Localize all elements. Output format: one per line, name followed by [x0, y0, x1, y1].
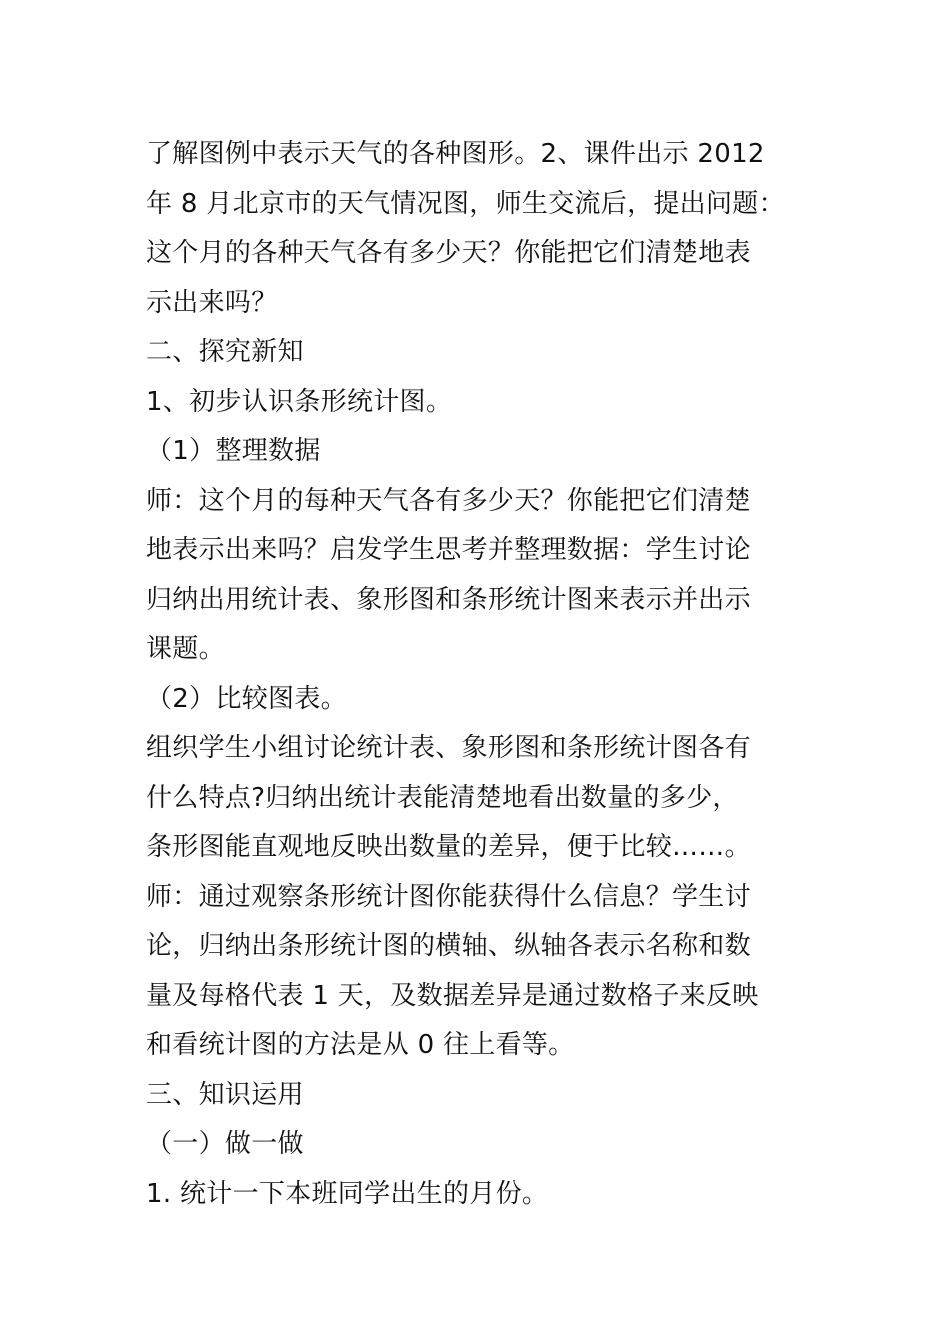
subsection-heading: （一）做一做: [146, 1129, 304, 1159]
paragraph-line: 年 8 月北京市的天气情况图，师生交流后，提出问题：: [146, 188, 785, 219]
paragraph-line: 这个月的各种天气各有多少天？你能把它们清楚地表: [146, 238, 751, 268]
section-heading: 三、知识运用: [146, 1079, 304, 1110]
paragraph-line: 归纳出用统计表、象形图和条形统计图来表示并出示: [146, 584, 751, 615]
paragraph-line: 条形图能直观地反映出数量的差异，便于比较……。: [146, 832, 751, 862]
paragraph-line: 什么特点?归纳出统计表能清楚地看出数量的多少，: [146, 782, 739, 813]
paragraph-line: 课题。: [146, 634, 225, 664]
paragraph-line: 和看统计图的方法是从 0 往上看等。: [146, 1030, 575, 1060]
section-heading: 二、探究新知: [146, 337, 304, 367]
step-heading: （1）整理数据: [146, 436, 321, 466]
step-heading: （2）比较图表。: [146, 683, 347, 714]
paragraph-line: 量及每格代表 1 天，及数据差异是通过数格子来反映: [146, 980, 759, 1011]
document-body: [146, 130, 826, 1219]
paragraph-line: 论，归纳出条形统计图的横轴、纵轴各表示名称和数: [146, 931, 751, 961]
paragraph-line: 师：通过观察条形统计图你能获得什么信息？学生讨: [146, 881, 751, 912]
subsection-heading: 1、初步认识条形统计图。: [146, 386, 453, 417]
list-item: 1. 统计一下本班同学出生的月份。: [146, 1178, 549, 1209]
paragraph-line: 组织学生小组讨论统计表、象形图和条形统计图各有: [146, 733, 751, 763]
paragraph-line: 师：这个月的每种天气各有多少天？你能把它们清楚: [146, 485, 751, 516]
paragraph-line: 示出来吗？: [146, 287, 278, 318]
paragraph-line: 地表示出来吗？启发学生思考并整理数据：学生讨论: [146, 535, 751, 565]
paragraph-line: 了解图例中表示天气的各种图形。2、课件出示 2012: [146, 139, 765, 169]
